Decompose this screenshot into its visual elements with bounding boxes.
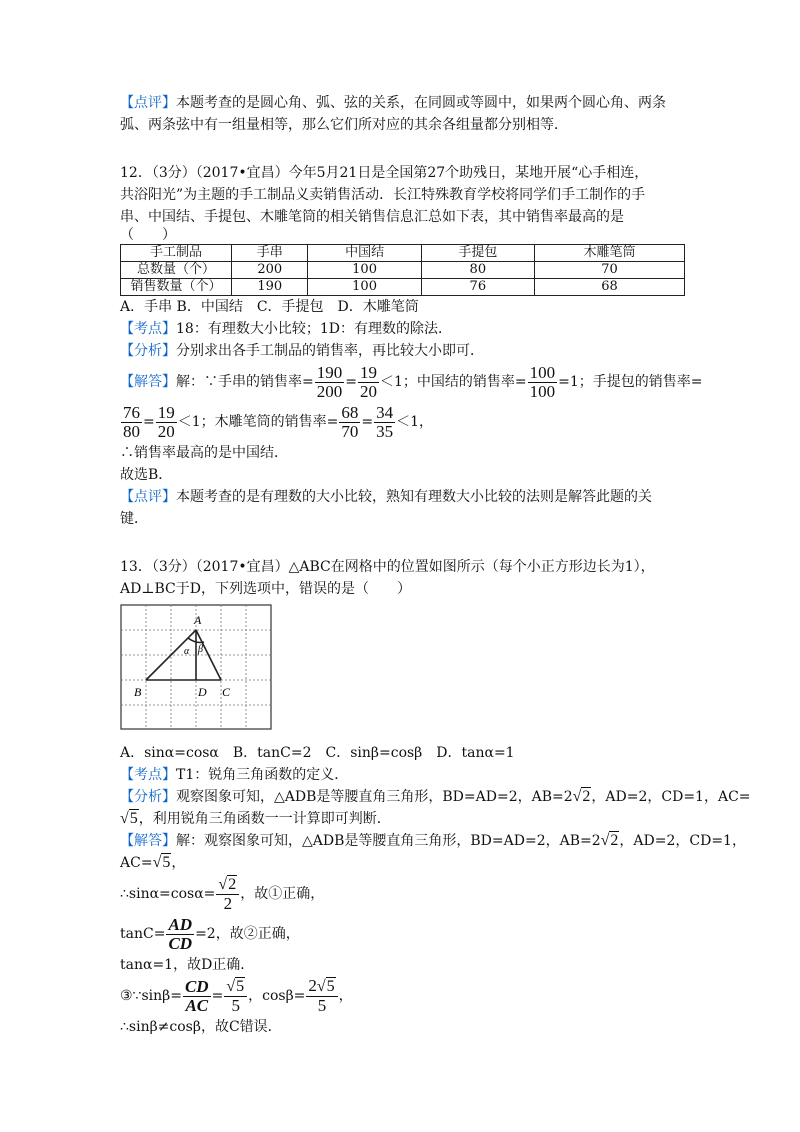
- kaodian-tag: 【考点】: [120, 321, 176, 337]
- fraction: $\frac{100}{100}$: [529, 362, 556, 401]
- table-cell: 76: [421, 279, 534, 296]
- q13-step-1: ∴sinα=cosα= $\frac{√2}{2}$ ，故①正确，: [120, 876, 325, 913]
- q12-stem-1: 12．（3分）（2017•宜昌）今年5月21日是全国第27个助残日，某地开展“心手相连，: [120, 165, 649, 181]
- table-cell: 200: [232, 262, 308, 279]
- fenxi-tag: 【分析】: [120, 343, 176, 359]
- label-a: A: [194, 613, 202, 627]
- q12-stem-2: 共浴阳光”为主题的手工制品义卖销售活动．长江特殊教育学校将同学们手工制作的手: [120, 187, 646, 203]
- q13-step-3: tanα=1，故D正确．: [120, 957, 255, 973]
- label-alpha: α: [184, 646, 190, 657]
- kaodian-tag: 【考点】: [120, 767, 176, 783]
- jieda-tag: 【解答】: [120, 374, 176, 390]
- table-row: [121, 262, 685, 279]
- review-line-2: 弧、两条弦中有一组量相等，那么它们所对应的其余各组量都分别相等．: [120, 117, 568, 133]
- q12-stem-3: 串、中国结、手提包、木雕笔筒的相关销售信息汇总如下表，其中销售率最高的是: [120, 209, 624, 225]
- table-cell: 68: [534, 279, 684, 296]
- q13-fenxi-1: 【分析】观察图象可知，△ADB是等腰直角三角形，BD=AD=2，AB=2√2，AD=2，CD=1，AC=: [120, 788, 751, 805]
- fraction: $\frac{19}{20}$: [157, 402, 175, 441]
- fraction: $\frac{34}{35}$: [376, 402, 394, 441]
- table-cell: 手工制品: [121, 245, 232, 262]
- q12-conclusion: ∴销售率最高的是中国结．: [120, 445, 288, 461]
- table-cell: 中国结: [308, 245, 421, 262]
- q13-options: A．sinα=cosα B．tanC=2 C．sinβ=cosβ D．tanα=1: [120, 745, 515, 761]
- review-tag: 【点评】: [120, 95, 176, 111]
- q13-jieda-2: AC=√5，: [120, 854, 186, 871]
- fraction: $\frac{68}{70}$: [341, 402, 359, 441]
- sales-table: [120, 244, 685, 296]
- table-cell: 手串: [232, 245, 308, 262]
- fraction: $\frac{19}{20}$: [359, 362, 377, 401]
- label-beta: β: [198, 644, 203, 655]
- q13-kaodian: 【考点】T1：锐角三角函数的定义．: [120, 767, 349, 783]
- q13-fenxi-2: √5，利用锐角三角函数一一计算即可判断．: [120, 810, 391, 827]
- review-line-1: 【点评】本题考查的是圆心角、弧、弦的关系，在同圆或等圆中，如果两个圆心角、两条: [120, 95, 666, 111]
- q12-stem-4: （ ）: [120, 227, 176, 243]
- q12-fenxi: 【分析】分别求出各手工制品的销售率，再比较大小即可．: [120, 343, 484, 359]
- q12-jieda-line-1: 【解答】解：∵手串的销售率= $\frac{190}{200}$ = $\frac{19}{20}$ ＜1；中国结的销售率= $\frac{100}{100}$ =1；手提包的销售率=: [120, 362, 703, 401]
- fraction: $\frac{√5}{5}$: [224, 977, 247, 1015]
- table-cell: 100: [308, 279, 421, 296]
- fenxi-tag: 【分析】: [120, 789, 176, 805]
- q12-choose: 故选B．: [120, 467, 173, 483]
- q12-dianping-1: 【点评】本题考查的是有理数的大小比较，熟知有理数大小比较的法则是解答此题的关: [120, 489, 652, 505]
- table-cell: 手提包: [421, 245, 534, 262]
- dianping-tag: 【点评】: [120, 489, 176, 505]
- table-cell: 100: [308, 262, 421, 279]
- q12-jieda-line-2: $\frac{76}{80}$ = $\frac{19}{20}$ ＜1；木雕笔筒的销售率= $\frac{68}{70}$ = $\frac{34}{35}$ ＜1，: [123, 402, 434, 441]
- label-c: C: [222, 685, 231, 699]
- fraction: $\frac{CD}{AC}$: [184, 976, 209, 1015]
- q13-stem-2: AD⊥BC于D，下列选项中，错误的是（ ）: [120, 581, 411, 597]
- fraction: $\frac{190}{200}$: [316, 362, 343, 401]
- q13-step-5: ∴sinβ≠cosβ，故C错误．: [120, 1019, 282, 1035]
- q13-step-4: ③∵sinβ= $\frac{CD}{AC}$ = $\frac{√5}{5}$ ，cosβ= $\frac{2√5}{5}$ ，: [120, 976, 353, 1015]
- q12-kaodian: 【考点】18：有理数大小比较；1D：有理数的除法．: [120, 321, 452, 337]
- table-cell: 总数量（个）: [121, 262, 232, 279]
- table-cell: 190: [232, 279, 308, 296]
- table-cell: 销售数量（个）: [121, 279, 232, 296]
- fraction: $\frac{√2}{2}$: [216, 875, 239, 913]
- table-cell: 木雕笔筒: [534, 245, 684, 262]
- fraction: $\frac{2√5}{5}$: [306, 977, 337, 1015]
- fraction: $\frac{76}{80}$: [123, 402, 140, 441]
- grid-diagram: [120, 604, 272, 730]
- label-d: D: [198, 685, 207, 699]
- sqrt-expr: √5: [152, 854, 171, 871]
- document-page: [120, 92, 751, 1038]
- sqrt-expr: √5: [120, 810, 138, 827]
- label-b: B: [134, 685, 142, 699]
- sqrt-expr: √2: [572, 788, 591, 805]
- table-cell: 80: [421, 262, 534, 279]
- fraction: $\frac{AD}{CD}$: [168, 914, 193, 953]
- q12-options: A．手串 B．中国结 C．手提包 D．木雕笔筒: [120, 299, 419, 315]
- triangle-grid-figure: [120, 604, 690, 734]
- table-header-row: [121, 245, 685, 262]
- q13-stem-1: 13．（3分）（2017•宜昌）△ABC在网格中的位置如图所示（每个小正方形边长为1），: [120, 559, 655, 575]
- jieda-tag: 【解答】: [120, 833, 176, 849]
- q12-dianping-2: 键．: [120, 511, 148, 527]
- sqrt-expr: √2: [600, 832, 619, 849]
- q13-jieda-1: 【解答】解：观察图象可知，△ADB是等腰直角三角形，BD=AD=2，AB=2√2，AD=2，CD=1，: [120, 832, 746, 849]
- table-cell: 70: [534, 262, 684, 279]
- table-row: [121, 279, 685, 296]
- q13-step-2: tanC= $\frac{AD}{CD}$ =2，故②正确，: [120, 914, 300, 953]
